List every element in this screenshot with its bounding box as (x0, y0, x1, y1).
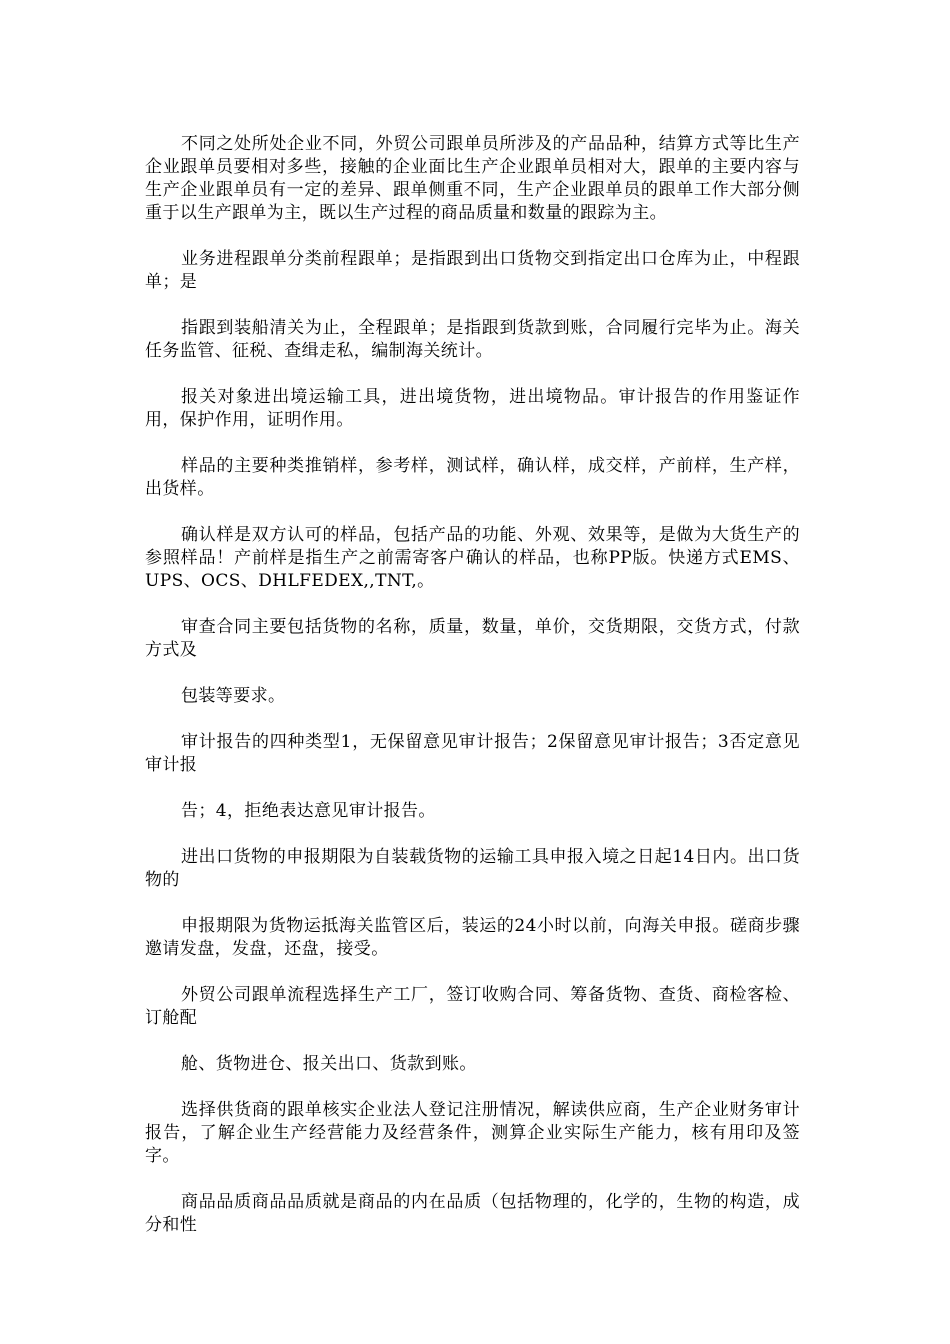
paragraph-product-quality: 商品品质商品品质就是商品的内在品质（包括物理的，化学的，生物的构造，成分和性 (145, 1192, 800, 1235)
paragraph-declaration-deadline: 进出口货物的申报期限为自装载货物的运输工具申报入境之日起14日内。出口货物的 (145, 847, 800, 890)
paragraph-follow-up-classification: 业务进程跟单分类前程跟单；是指跟到出口货物交到指定出口仓库为止，中程跟单；是 (145, 249, 800, 292)
paragraph-sample-types: 样品的主要种类推销样，参考样，测试样，确认样，成交样，产前样，生产样，出货样。 (145, 456, 800, 499)
paragraph-audit-report-types-cont: 告；4，拒绝表达意见审计报告。 (181, 801, 436, 821)
paragraph-differences: 不同之处所处企业不同，外贸公司跟单员所涉及的产品品种，结算方式等比生产企业跟单员要相对多些，接触的企业面比生产企业跟单员相对大，跟单的主要内容与生产企业跟单员有一定的差异、跟单侧重不同，生产企业跟单员的跟单工作大部分侧重于以生产跟单为主，既以生产过程的商品质量和数量的跟踪为主。 (145, 134, 800, 223)
paragraph-supplier-selection: 选择供货商的跟单核实企业法人登记注册情况，解读供应商，生产企业财务审计报告，了解企业生产经营能力及经营条件，测算企业实际生产能力，核有用印及签字。 (145, 1100, 800, 1166)
paragraph-packaging: 包装等要求。 (181, 686, 286, 706)
document-body (145, 133, 800, 1260)
paragraph-customs-tasks: 指跟到装船清关为止，全程跟单；是指跟到货款到账，合同履行完毕为止。海关任务监管、征税、查缉走私，编制海关统计。 (145, 318, 800, 361)
paragraph-trading-process: 外贸公司跟单流程选择生产工厂，签订收购合同、筹备货物、查货、商检客检、订舱配 (145, 985, 800, 1028)
paragraph-contract-review: 审查合同主要包括货物的名称，质量，数量，单价，交货期限，交货方式，付款方式及 (145, 617, 800, 660)
paragraph-audit-report-types: 审计报告的四种类型1，无保留意见审计报告；2保留意见审计报告；3否定意见审计报 (145, 732, 800, 775)
paragraph-customs-objects: 报关对象进出境运输工具，进出境货物，进出境物品。审计报告的作用鉴证作用，保护作用，证明作用。 (145, 387, 800, 430)
paragraph-confirmation-sample: 确认样是双方认可的样品，包括产品的功能、外观、效果等，是做为大货生产的参照样品！产前样是指生产之前需寄客户确认的样品，也称PP版。快递方式EMS、UPS、OCS、DHLFEDEX,,TNT,。 (145, 525, 800, 591)
paragraph-declaration-deadline-cont: 申报期限为货物运抵海关监管区后，装运的24小时以前，向海关申报。磋商步骤邀请发盘，发盘，还盘，接受。 (145, 916, 800, 959)
paragraph-trading-process-cont: 舱、货物进仓、报关出口、货款到账。 (181, 1054, 477, 1074)
